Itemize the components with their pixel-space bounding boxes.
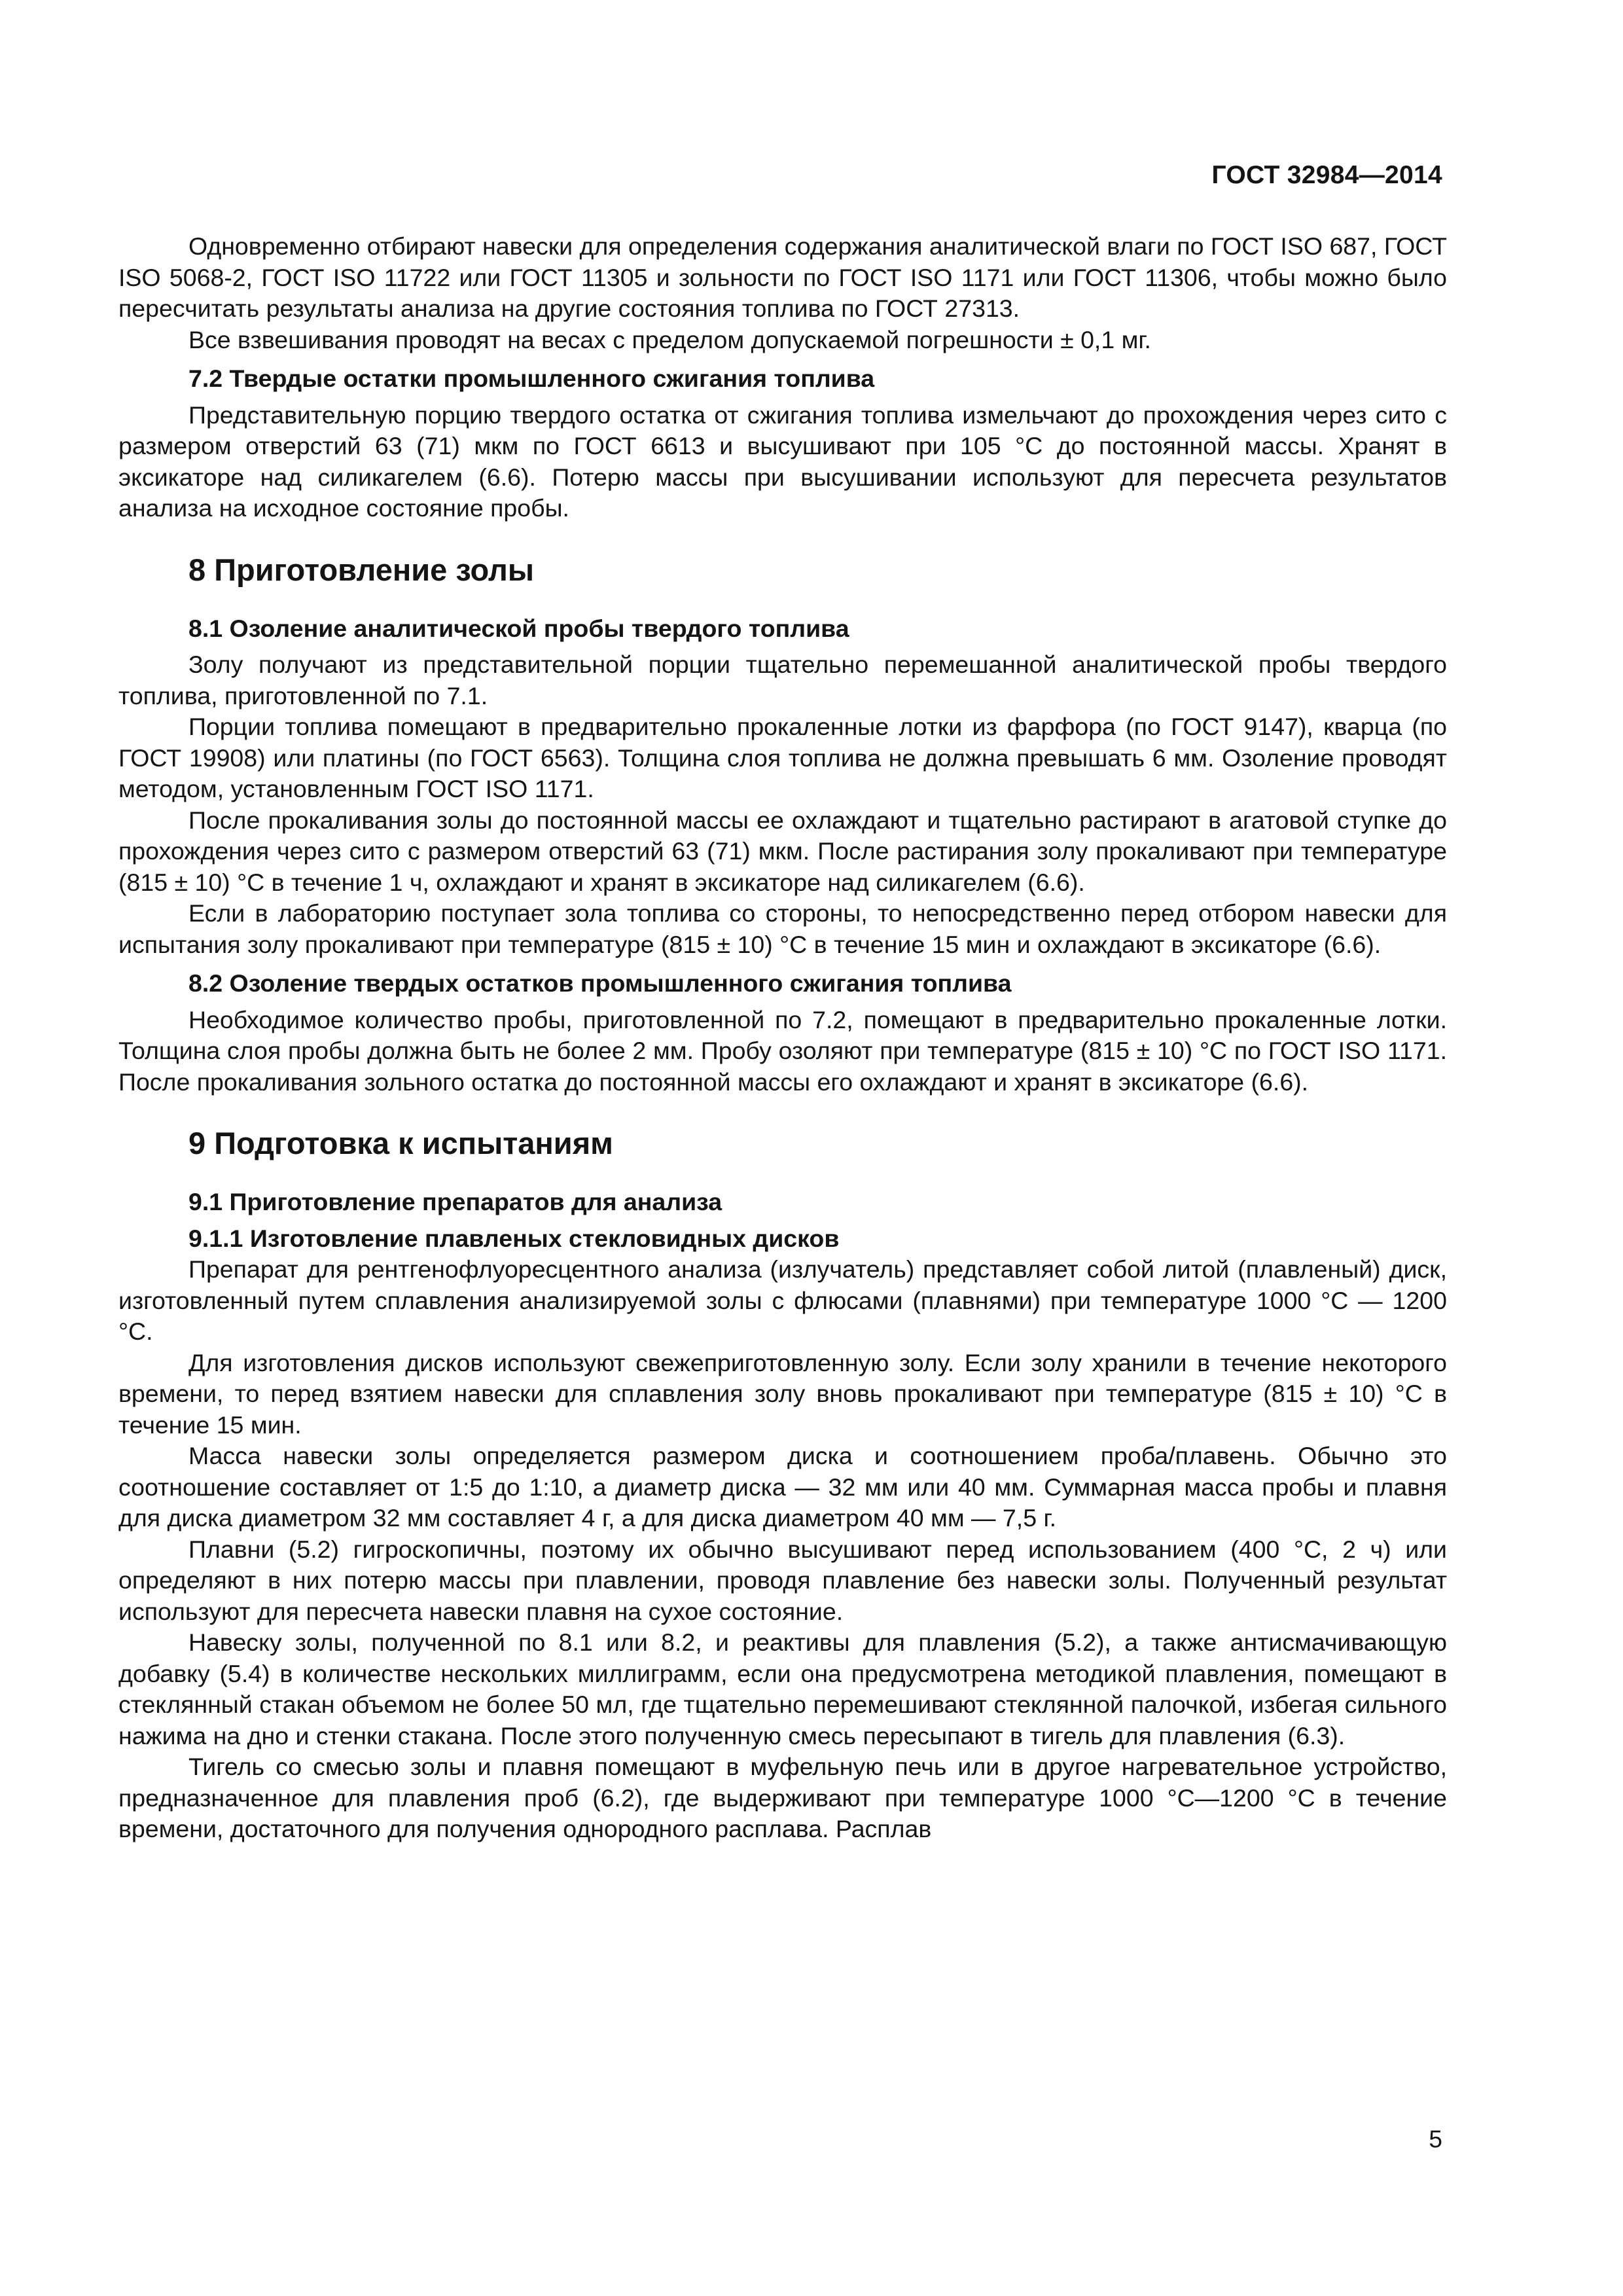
page-number: 5 — [1429, 2126, 1442, 2153]
paragraph-8-2-body: Необходимое количество пробы, приготовленной по 7.2, помещают в предварительно прокаленные лотки. Толщина слоя пробы должна быть не более 2 мм. Пробу озоляют при температуре (815 ± 10) °С по ГОСТ ISO 1171. После прокаливания зольного остатка до постоянной массы его охлаждают и хранят в эксикаторе (6.6). — [118, 1005, 1447, 1096]
paragraph-9-1-1-mass: Масса навески золы определяется размером диска и соотношением проба/плавень. Обычно это соотношение составляет от 1:5 до 1:10, а диаметр диска — 32 мм или 40 мм. Суммарная масса пробы и плавня для диска диаметром 32 мм составляет 4 г, а для диска диаметром 40 мм — 7,5 г. — [118, 1442, 1447, 1532]
standard-header: ГОСТ 32984—2014 — [1211, 161, 1442, 189]
paragraph-9-1-1-flux: Плавни (5.2) гигроскопичны, поэтому их обычно высушивают перед использованием (400 °С, 2 ч) или определяют в них потерю массы при плавлении, проводя плавление без навески золы. Полученный результат используют для пересчета навески плавня на сухое состояние. — [118, 1535, 1447, 1625]
paragraph-weighing: Все взвешивания проводят на весах с пределом допускаемой погрешности ± 0,1 мг. — [188, 325, 1151, 353]
paragraph-moisture-samples: Одновременно отбирают навески для определения содержания аналитической влаги по ГОСТ ISO 687, ГОСТ ISO 5068-2, ГОСТ ISO 11722 или ГОСТ 11305 и зольности по ГОСТ ISO 1171 или ГОСТ 11306, чтобы можно было пересчитать результаты анализа на другие состояния топлива по ГОСТ 27313. — [118, 232, 1447, 322]
subsection-8-2-title: 8.2 Озоление твердых остатков промышленного сжигания топлива — [188, 969, 1012, 997]
paragraph-9-1-1-mixing: Навеску золы, полученной по 8.1 или 8.2, и реактивы для плавления (5.2), а также антисмачивающую добавку (5.4) в количестве нескольких миллиграмм, если она предусмотрена методикой плавления, помещают в стеклянный стакан объемом не более 50 мл, где тщательно перемешивают стеклянной палочкой, избегая сильного нажима на дно и стенки стакана. После этого полученную смесь пересыпают в тигель для плавления (6.3). — [118, 1628, 1447, 1749]
paragraph-8-1-trays: Порции топлива помещают в предварительно прокаленные лотки из фарфора (по ГОСТ 9147), кварца (по ГОСТ 19908) или платины (по ГОСТ 6563). Толщина слоя топлива не должна превышать 6 мм. Озоление проводят методом, установленным ГОСТ ISO 1171. — [118, 713, 1447, 802]
paragraph-8-1-calcination: После прокаливания золы до постоянной массы ее охлаждают и тщательно растирают в агатовой ступке до прохождения через сито с размером отверстий 63 (71) мкм. После растирания золу прокаливают при температуре (815 ± 10) °С в течение 1 ч, охлаждают и хранят в эксикаторе над силикагелем (6.6). — [118, 806, 1447, 896]
subsection-7-2-title: 7.2 Твердые остатки промышленного сжигания топлива — [188, 365, 875, 392]
paragraph-9-1-1-fresh-ash: Для изготовления дисков используют свежеприготовленную золу. Если золу хранили в течение некоторого времени, то перед взятием навески для сплавления золу вновь прокаливают при температуре (815 ± 10) °С в течение 15 мин. — [118, 1348, 1447, 1439]
paragraph-9-1-1-furnace: Тигель со смесью золы и плавня помещают в муфельную печь или в другое нагревательное устройство, предназначенное для плавления проб (6.2), где выдерживают при температуре 1000 °С—1200 °С в течение времени, достаточного для получения однородного расплава. Расплав — [118, 1753, 1447, 1842]
subsection-9-1-title: 9.1 Приготовление препаратов для анализа — [188, 1188, 722, 1215]
paragraph-7-2-body: Представительную порцию твердого остатка от сжигания топлива измельчают до прохождения через сито с размером отверстий 63 (71) мкм по ГОСТ 6613 и высушивают при 105 °С до постоянной массы. Хранят в эксикаторе над силикагелем (6.6). Потерю массы при высушивании используют для пересчета результатов анализа на исходное состояние пробы. — [118, 401, 1447, 522]
paragraph-9-1-1-disc: Препарат для рентгенофлуоресцентного анализа (излучатель) представляет собой литой (плавленый) диск, изготовленный путем сплавления анализируемой золы с флюсами (плавнями) при температуре 1000 °С — 1200 °С. — [118, 1255, 1447, 1345]
document-body — [118, 231, 1447, 1845]
section-8-title: 8 Приготовление золы — [188, 552, 535, 587]
subsection-9-1-1-title: 9.1.1 Изготовление плавленых стекловидных дисков — [188, 1224, 840, 1252]
paragraph-8-1-external: Если в лабораторию поступает зола топлива со стороны, то непосредственно перед отбором навески для испытания золу прокаливают при температуре (815 ± 10) °С в течение 15 мин и охлаждают в эксикаторе (6.6). — [118, 899, 1447, 958]
section-9-title: 9 Подготовка к испытаниям — [188, 1126, 613, 1160]
paragraph-8-1-ash: Золу получают из представительной порции тщательно перемешанной аналитической пробы твердого топлива, приготовленной по 7.1. — [118, 651, 1447, 709]
subsection-8-1-title: 8.1 Озоление аналитической пробы твердого топлива — [188, 614, 849, 642]
